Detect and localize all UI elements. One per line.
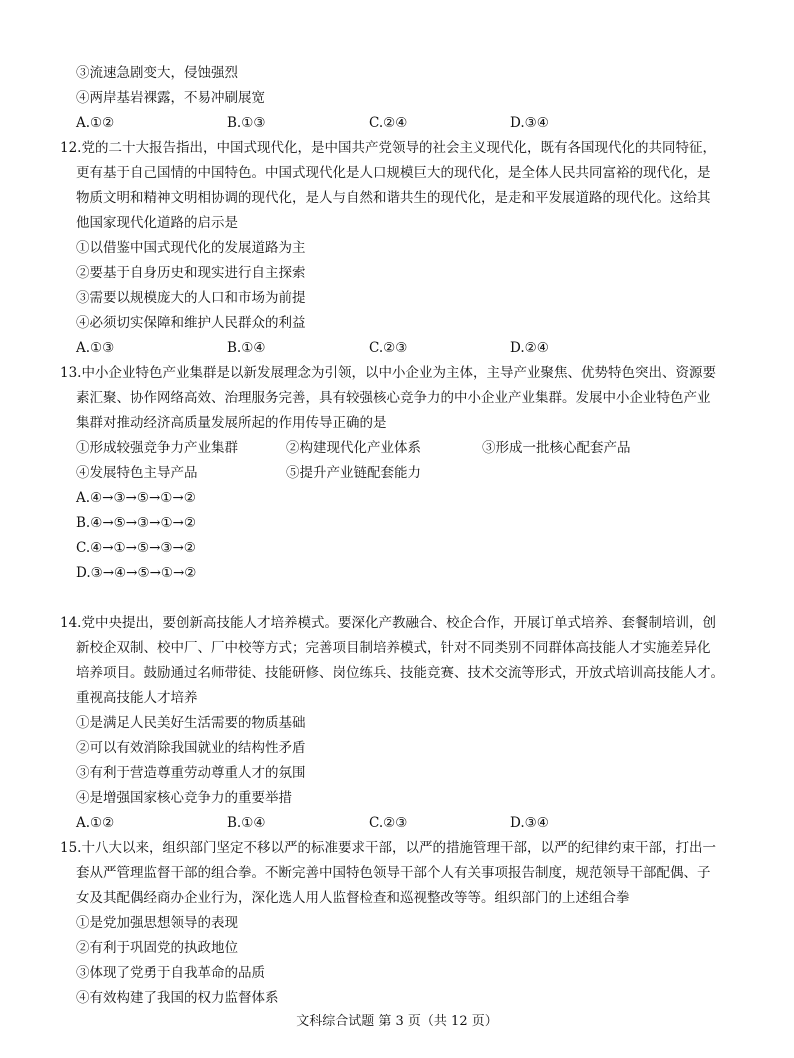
q15-item-3: ③体现了党勇于自我革命的品质 <box>76 965 265 981</box>
q15-item-2: ②有利于巩固党的执政地位 <box>76 940 238 956</box>
q11-option-c: C.②④ <box>369 115 408 131</box>
q13-stem-line: 集群对推动经济高质量发展所起的作用传导正确的是 <box>76 415 387 431</box>
q15-stem-line: 套从严管理监督干部的组合拳。不断完善中国特色领导干部个人有关事项报告制度，规范领导干部配偶、子 <box>76 865 711 881</box>
q13-stem-line: 素汇聚、协作网络高效、治理服务完善，具有较强核心竞争力的中小企业产业集群。发展中小企业特色产业 <box>76 390 711 406</box>
q14-option-c: C.②③ <box>369 815 408 831</box>
q13-item-3: ③形成一批核心配套产品 <box>482 440 631 456</box>
q11-item-4: ④两岸基岩裸露，不易冲刷展宽 <box>76 90 265 106</box>
q12-option-c: C.②③ <box>369 340 408 356</box>
q13-option-d: D.③→④→⑤→①→② <box>76 565 197 581</box>
q15-stem-line: 女及其配偶经商办企业行为，深化选人用人监督检查和巡视整改等等。组织部门的上述组合拳 <box>76 890 630 906</box>
q12-option-b: B.①④ <box>227 340 266 356</box>
q12-option-a: A.①③ <box>76 340 115 356</box>
q14-stem-line: 培养项目。鼓励通过名师带徒、技能研修、岗位练兵、技能竞赛、技术交流等形式，开放式培训高技能人才。 <box>76 665 724 681</box>
q11-item-3: ③流速急剧变大，侵蚀强烈 <box>76 65 238 81</box>
q13-item-2: ②构建现代化产业体系 <box>286 440 421 456</box>
q14-stem-line: 新校企双制、校中厂、厂中校等方式；完善项目制培养模式，针对不同类别不同群体高技能人才实施差异化 <box>76 640 711 656</box>
q14-option-b: B.①④ <box>227 815 266 831</box>
q11-option-a: A.①② <box>76 115 115 131</box>
q13-item-1: ①形成较强竞争力产业集群 <box>76 440 238 456</box>
q14-item-2: ②可以有效消除我国就业的结构性矛盾 <box>76 740 306 756</box>
q15-stem-line: 15.十八大以来，组织部门坚定不移以严的标准要求干部，以严的措施管理干部，以严的纪律约束干部，打出一 <box>60 840 716 856</box>
q12-item-3: ③需要以规模庞大的人口和市场为前提 <box>76 290 306 306</box>
q13-stem-line: 13.中小企业特色产业集群是以新发展理念为引领，以中小企业为主体，主导产业聚焦、优势特色突出、资源要 <box>60 365 716 381</box>
q12-stem-line: 更有基于自己国情的中国特色。中国式现代化是人口规模巨大的现代化，是全体人民共同富裕的现代化，是 <box>76 165 711 181</box>
q14-stem-line: 重视高技能人才培养 <box>76 690 198 706</box>
q12-stem-line: 12.党的二十大报告指出，中国式现代化，是中国共产党领导的社会主义现代化，既有各国现代化的共同特征， <box>60 140 716 156</box>
q14-item-4: ④是增强国家核心竞争力的重要举措 <box>76 790 292 806</box>
q12-stem-line: 物质文明和精神文明相协调的现代化，是人与自然和谐共生的现代化，是走和平发展道路的现代化。这给其 <box>76 190 711 206</box>
q11-option-b: B.①③ <box>227 115 266 131</box>
q13-option-c: C.④→①→⑤→③→② <box>76 540 196 556</box>
q14-stem-line: 14.党中央提出，要创新高技能人才培养模式。要深化产教融合、校企合作，开展订单式培养、套餐制培训，创 <box>60 615 716 631</box>
q11-option-d: D.③④ <box>510 115 549 131</box>
q12-item-1: ①以借鉴中国式现代化的发展道路为主 <box>76 240 306 256</box>
q14-option-d: D.③④ <box>510 815 549 831</box>
q13-option-b: B.④→⑤→③→①→② <box>76 515 196 531</box>
page-footer: 文科综合试题 第 3 页（共 12 页） <box>296 1014 498 1029</box>
q14-item-1: ①是满足人民美好生活需要的物质基础 <box>76 715 306 731</box>
q15-item-4: ④有效构建了我国的权力监督体系 <box>76 990 279 1006</box>
q13-item-5: ⑤提升产业链配套能力 <box>286 465 421 481</box>
q12-item-4: ④必须切实保障和维护人民群众的利益 <box>76 315 306 331</box>
q15-item-1: ①是党加强思想领导的表现 <box>76 915 238 931</box>
q13-option-a: A.④→③→⑤→①→② <box>76 490 196 506</box>
q14-option-a: A.①② <box>76 815 115 831</box>
q14-item-3: ③有利于营造尊重劳动尊重人才的氛围 <box>76 765 306 781</box>
q12-item-2: ②要基于自身历史和现实进行自主探索 <box>76 265 306 281</box>
q12-option-d: D.②④ <box>510 340 549 356</box>
q12-stem-line: 他国家现代化道路的启示是 <box>76 215 238 231</box>
q13-item-4: ④发展特色主导产品 <box>76 465 198 481</box>
